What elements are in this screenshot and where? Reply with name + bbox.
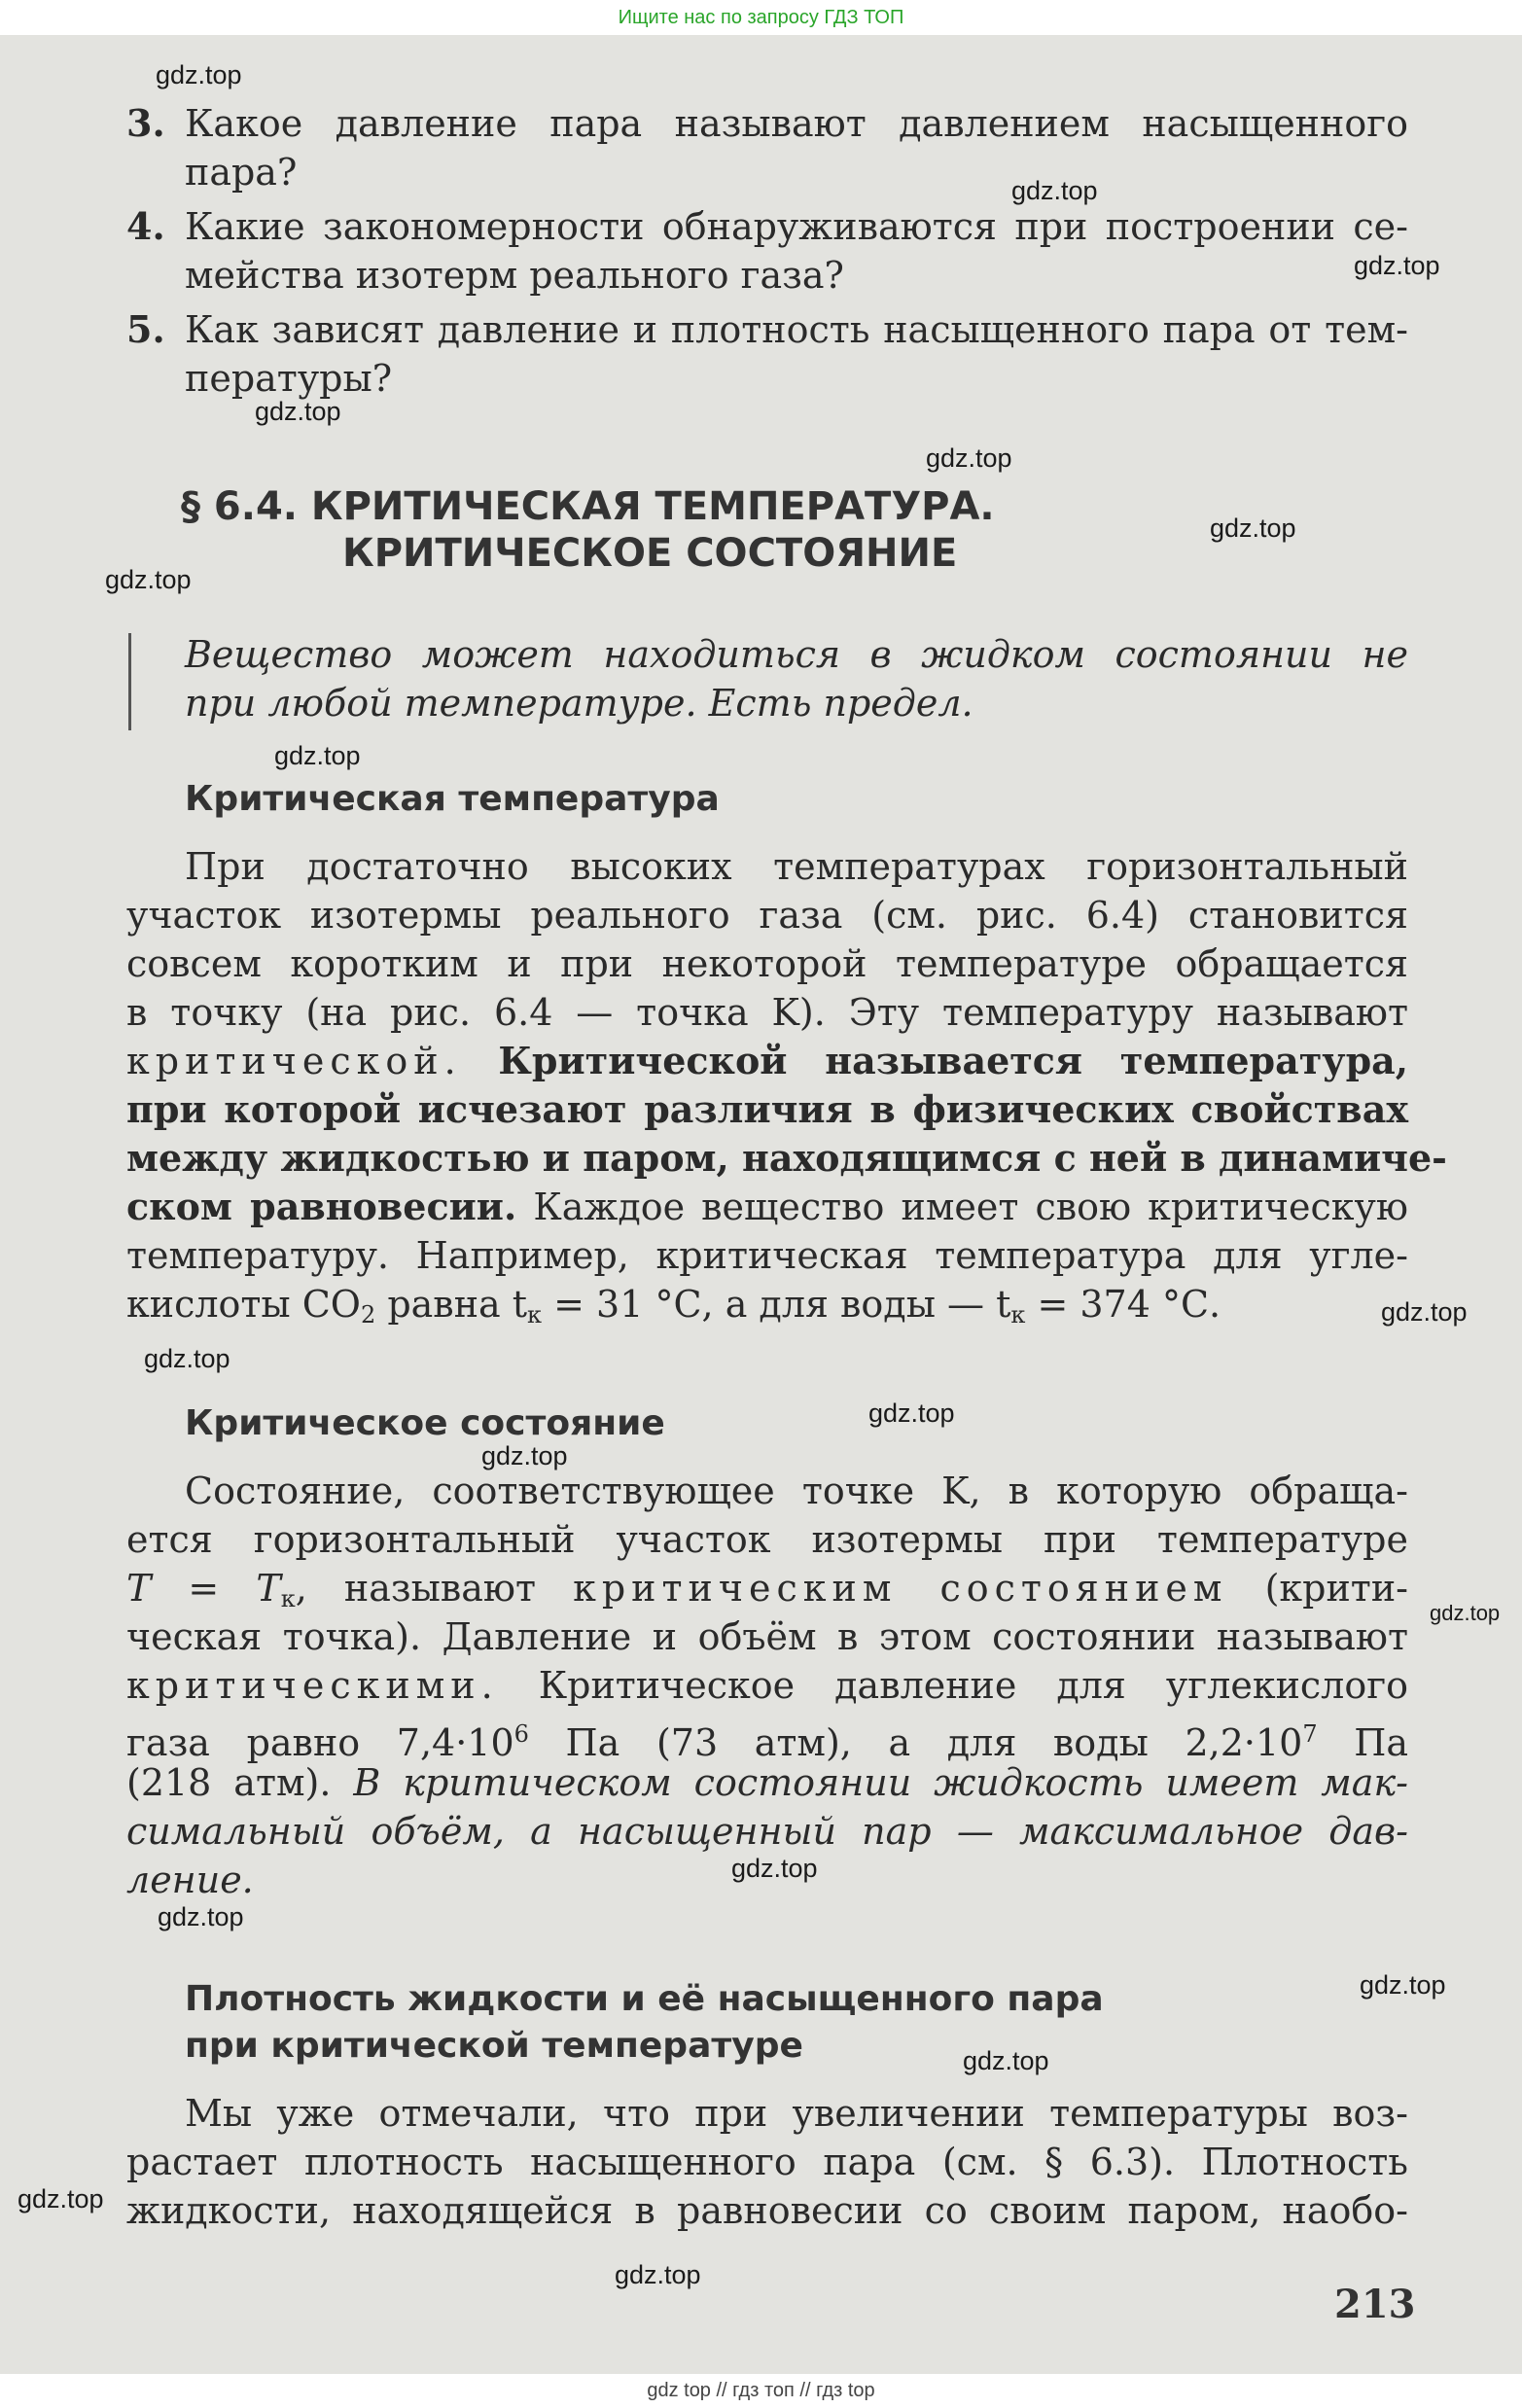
watermark: gdz.top	[105, 565, 192, 594]
watermark: gdz.top	[255, 397, 341, 426]
watermark: gdz.top	[731, 1854, 818, 1883]
question-text: Какое давление пара называют давлением насыщенного	[185, 102, 1408, 145]
top-banner[interactable]: Ищите нас по запросу ГДЗ ТОП	[0, 0, 1522, 35]
question-number: 4.	[126, 204, 165, 248]
question-text: Как зависят давление и плотность насыщенного пара от тем-	[185, 308, 1408, 351]
watermark: gdz.top	[18, 2184, 104, 2213]
question-number: 3.	[126, 101, 165, 145]
intro-text: Вещество может находиться в жидком состоянии не	[185, 633, 1408, 676]
watermark: gdz.top	[1430, 1601, 1501, 1625]
subheading-density: при критической температуре	[185, 2026, 803, 2066]
intro-marker	[128, 633, 131, 730]
subheading-density: Плотность жидкости и её насыщенного пара	[185, 1979, 1104, 2019]
intro-text: при любой температуре. Есть предел.	[185, 682, 973, 725]
watermark: gdz.top	[868, 1399, 955, 1428]
bottom-banner[interactable]: gdz top // гдз топ // гдз top	[0, 2374, 1522, 2408]
question-text: Какие закономерности обнаруживаются при построении се-	[185, 205, 1408, 248]
question-text: мейства изотерм реального газа?	[185, 254, 844, 297]
section-title: КРИТИЧЕСКОЕ СОСТОЯНИЕ	[342, 531, 958, 576]
watermark: gdz.top	[1011, 176, 1098, 205]
question-text: пературы?	[185, 357, 393, 400]
watermark: gdz.top	[1210, 513, 1296, 543]
watermark: gdz.top	[926, 443, 1012, 473]
watermark: gdz.top	[1381, 1297, 1468, 1327]
subheading-critical-temperature: Критическая температура	[185, 779, 720, 819]
textbook-page: gdz.top gdz.top gdz.top gdz.top gdz.top gdz.top gdz.top gdz.top gdz.top gdz.top gdz.top gdz.top gdz.top gdz.top gdz.top gdz.top gdz.top gdz.top gdz.top 3. Какое давление пара называют давлением насыщенного пара? 4. Какие закономерности обнаруживаются при построении се- мейства изотерм реального газа? 5. Как зависят давление и плотность насыщенного пара от тем- пературы? § 6.4. КРИТИЧЕСКАЯ ТЕМПЕРАТУРА. КРИТИЧЕСКОЕ СОСТОЯНИЕ Вещество может находиться в жидком состоянии не при любой температуре. Есть предел. Критическая температура При достаточно высоких температурах горизонтальный участок изотермы реального газа (см. рис. 6.4) становится совсем коротким и при некоторой температуре обращается в точку (на рис. 6.4 — точка K). Эту температуру называют критической. Критической называется температура, при которой исчезают различия в физических свойствах между жидкостью и паром, находящимся с ней в динамиче- ском равновесии. Каждое вещество имеет свою критическую температуру. Например, критическая температура для угле- кислоты $CO_2$ равна $t_к = 31$ °С, а для воды — $t_к = 374$ °С. Критическое состояние Состояние, соответствующее точке K, в которую обраща- ется горизонтальный участок изотермы при температуре $T = T_к$, называют критическим состоянием (крити- ческая точка). Давление и объём в этом состоянии называют критическими. Критическое давление для углекислого газа равно $7,4\cdot 10^6$ Па (73 атм), а для воды $2,2\cdot 10^7$ Па (218 атм). В критическом состоянии жидкость имеет мак- симальный объём, а насыщенный пар — максимальное дав- ление. Плотность жидкости и её насыщенного пара при критической температуре Мы уже отмечали, что при увеличении температуры воз- растает плотность насыщенного пара (см. § 6.3). Плотность жидкости, находящейся в равновесии со своим паром, наобо- 213	[0, 35, 1522, 2374]
question-text: пара?	[185, 151, 298, 194]
watermark: gdz.top	[156, 60, 242, 89]
watermark: gdz.top	[1354, 251, 1440, 280]
question-number: 5.	[126, 307, 165, 351]
watermark: gdz.top	[481, 1441, 568, 1470]
watermark: gdz.top	[1360, 1970, 1446, 2000]
watermark: gdz.top	[144, 1344, 230, 1373]
subheading-critical-state: Критическое состояние	[185, 1403, 665, 1443]
page-number: 213	[1334, 2282, 1416, 2327]
watermark: gdz.top	[158, 1902, 244, 1931]
section-title: § 6.4. КРИТИЧЕСКАЯ ТЕМПЕРАТУРА.	[181, 484, 995, 529]
watermark: gdz.top	[615, 2260, 701, 2289]
watermark: gdz.top	[274, 741, 361, 770]
watermark: gdz.top	[963, 2046, 1049, 2075]
